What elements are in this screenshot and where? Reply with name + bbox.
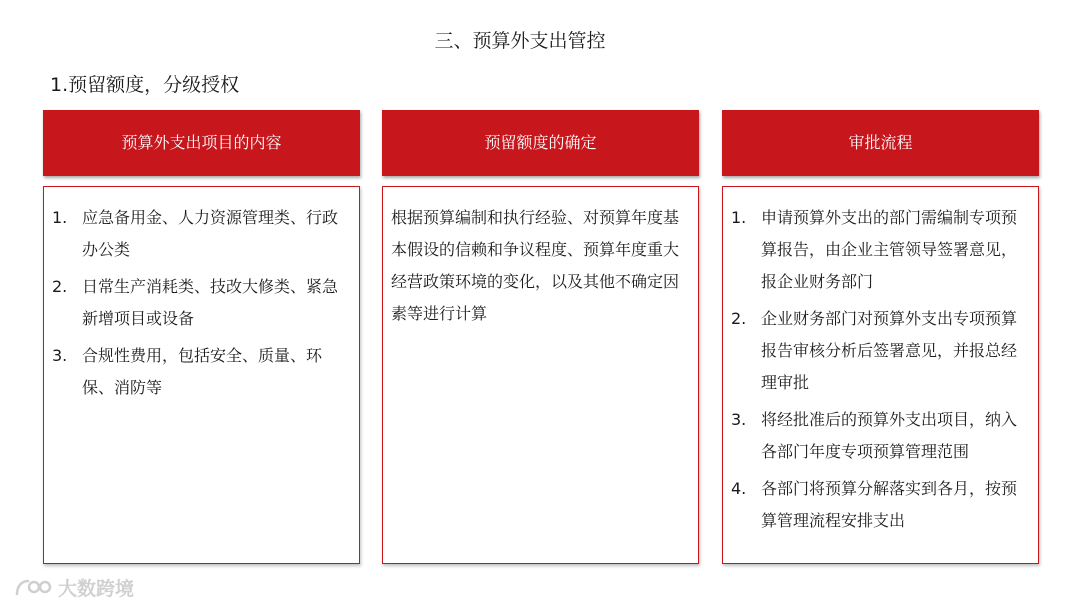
list-item [723, 404, 1038, 468]
list-item-number: 2. [731, 309, 747, 328]
reserve-paragraph: 根据预算编制和执行经验、对预算年度基本假设的信赖和争议程度、预算年度重大经营政策环境的变化，以及其他不确定因素等进行计算 [391, 208, 680, 323]
list-item [44, 271, 359, 335]
list-item-number: 3. [52, 346, 68, 365]
list-item-text: 企业财务部门对预算外支出专项预算报告审核分析后签署意见，并报总经理审批 [761, 309, 1018, 392]
column-header-reserve: 预留额度的确定 [382, 110, 699, 176]
list-item-text: 各部门将预算分解落实到各月，按预算管理流程安排支出 [761, 479, 1018, 530]
watermark [14, 574, 134, 600]
page-title: 三、预算外支出管控 [434, 30, 606, 52]
watermark-text: 大数跨境 [58, 577, 135, 600]
list-item-text: 申请预算外支出的部门需编制专项预算报告，由企业主管领导签署意见，报企业财务部门 [761, 208, 1018, 291]
list-item-text: 应急备用金、人力资源管理类、行政办公类 [82, 208, 339, 259]
list-item-text: 日常生产消耗类、技改大修类、紧急新增项目或设备 [82, 277, 339, 328]
list-item-number: 1. [731, 208, 747, 227]
column-header-approval: 审批流程 [722, 110, 1039, 176]
list-item [723, 303, 1038, 399]
list-item-number: 4. [731, 479, 747, 498]
list-item-number: 2. [52, 277, 68, 296]
section-subtitle: 1.预留额度，分级授权 [50, 74, 240, 96]
watermark-logo-icon [14, 576, 54, 598]
list-item-number: 3. [731, 410, 747, 429]
approval-list [723, 187, 1038, 537]
column-box-reserve [382, 186, 699, 564]
list-item [44, 340, 359, 404]
list-item [44, 202, 359, 266]
list-item [723, 202, 1038, 298]
content-list [44, 187, 359, 404]
list-item-text: 合规性费用，包括安全、质量、环保、消防等 [82, 346, 323, 397]
column-box-approval [722, 186, 1039, 564]
column-header-content: 预算外支出项目的内容 [43, 110, 360, 176]
list-item-number: 1. [52, 208, 68, 227]
list-item [723, 473, 1038, 537]
column-box-content [43, 186, 360, 564]
list-item-text: 将经批准后的预算外支出项目，纳入各部门年度专项预算管理范围 [761, 410, 1018, 461]
